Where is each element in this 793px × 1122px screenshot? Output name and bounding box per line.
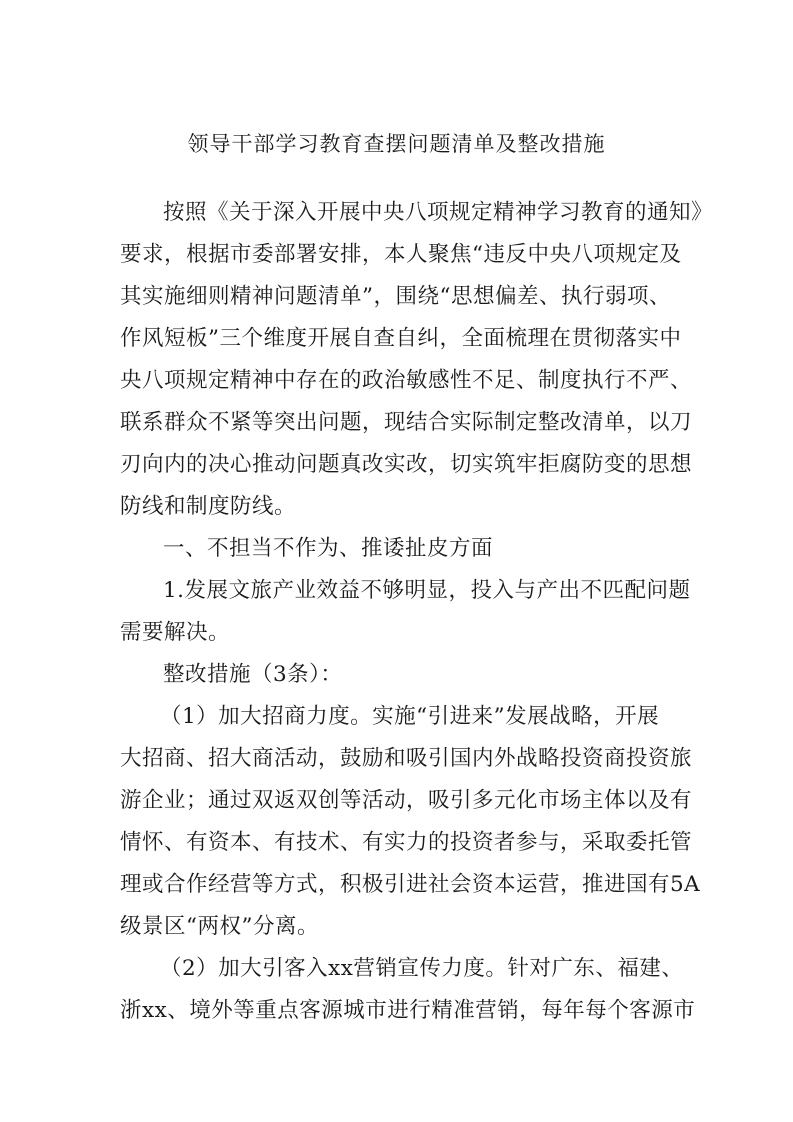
paragraph-line: 理或合作经营等方式，积极引进社会资本运营，推进国有5A [120,872,701,897]
paragraph-line: （1）加大招商力度。实施“引进来”发展战略，开展 [160,704,660,729]
paragraph-line: 按照《关于深入开展中央八项规定精神学习教育的通知》 [163,200,714,225]
section-heading: 一、不担当不作为、推诿扯皮方面 [163,536,494,561]
paragraph-line: 作风短板”三个维度开展自查自纠，全面梳理在贯彻落实中 [120,326,682,351]
paragraph-line: 游企业；通过双返双创等活动，吸引多元化市场主体以及有 [120,788,693,813]
paragraph-line: 大招商、招大商活动，鼓励和吸引国内外战略投资商投资旅 [120,746,693,771]
subsection-heading: 整改措施（3条）： [163,662,343,687]
paragraph-line: 刃向内的决心推动问题真改实改，切实筑牢拒腐防变的思想 [120,452,693,477]
paragraph-line: 要求，根据市委部署安排，本人聚焦“违反中央八项规定及 [120,242,682,267]
paragraph-line: 级景区“两权”分离。 [120,914,319,939]
paragraph-line: 浙xx、境外等重点客源城市进行精准营销，每年每个客源市 [120,998,696,1023]
paragraph-line: 联系群众不紧等突出问题，现结合实际制定整改清单，以刀 [120,410,693,435]
paragraph-line: 需要解决。 [120,620,231,645]
paragraph-line: （2）加大引客入xx营销宣传力度。针对广东、福建、 [160,956,684,981]
paragraph-line: 防线和制度防线。 [120,494,297,519]
paragraph-line: 情怀、有资本、有技术、有实力的投资者参与，采取委托管 [120,830,693,855]
paragraph-line: 1.发展文旅产业效益不够明显，投入与产出不匹配问题 [163,578,691,603]
paragraph-line: 其实施细则精神问题清单”，围绕“思想偏差、执行弱项、 [120,284,671,309]
paragraph-line: 央八项规定精神中存在的政治敏感性不足、制度执行不严、 [120,368,693,393]
document-title: 领导干部学习教育查摆问题清单及整改措施 [187,132,606,156]
